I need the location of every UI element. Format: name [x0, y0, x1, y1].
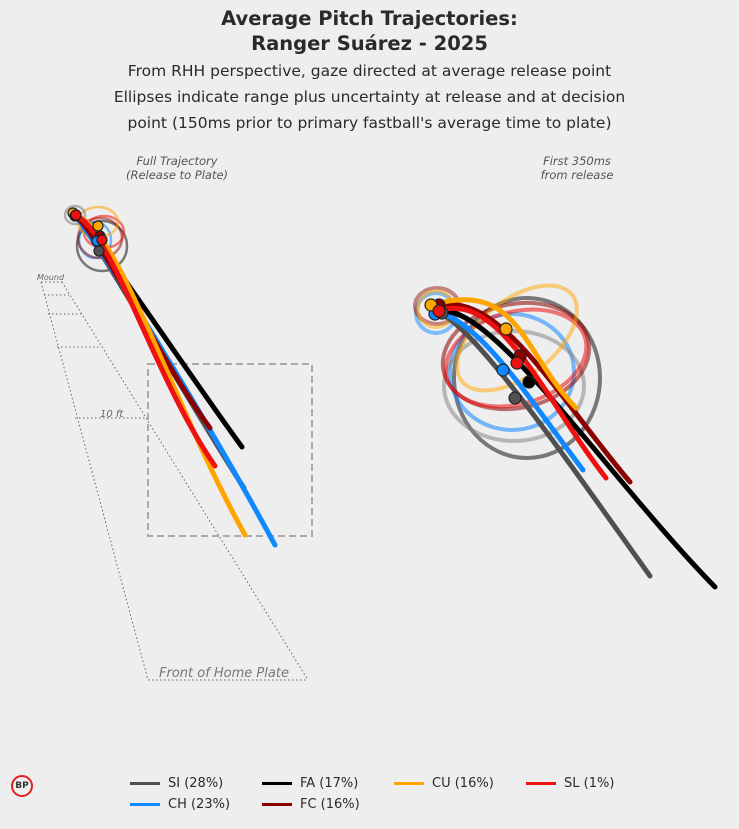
left-panel-title-2: (Release to Plate) — [125, 168, 229, 182]
right-marker-cu — [500, 323, 512, 335]
legend-item-fc — [262, 797, 360, 812]
legend-label-fc: FC (16%) — [300, 797, 360, 812]
left-path-cu — [75, 215, 245, 535]
legend-label-sl: SL (1%) — [564, 776, 615, 791]
right-marker-ch — [497, 364, 509, 376]
left-marker-si — [94, 246, 104, 256]
legend-label-ch: CH (23%) — [168, 797, 231, 812]
right-path-si — [436, 312, 650, 576]
legend-label-cu: CU (16%) — [432, 776, 494, 791]
legend-item-sl — [526, 776, 614, 791]
legend-item-si — [130, 776, 223, 791]
legend-swatch-ch — [130, 803, 160, 806]
legend-swatch-cu — [394, 782, 424, 785]
left-panel-title-1: Full Trajectory — [136, 154, 218, 168]
bp-logo: BP — [11, 775, 33, 797]
legend-label-si: SI (28%) — [168, 776, 224, 791]
right-trajectories — [431, 300, 715, 587]
right-marker-fa — [523, 376, 535, 388]
right-panel-title-1: First 350ms — [543, 154, 611, 168]
chart-title-line2: Ranger Suárez - 2025 — [251, 32, 488, 55]
ten-ft-label: 10 ft — [100, 409, 124, 420]
left-trajectories — [75, 215, 275, 545]
left-marker-release-3 — [71, 210, 81, 220]
right-panel-title-2: from release — [540, 168, 614, 182]
right-marker-si — [509, 392, 521, 404]
legend-swatch-fc — [262, 803, 292, 806]
legend-swatch-fa — [262, 782, 292, 785]
legend-swatch-sl — [526, 782, 556, 785]
left-marker-sl — [97, 235, 107, 245]
subtitle-line2: Ellipses indicate range plus uncertainty at release and at decision — [113, 88, 626, 106]
subtitle-line3: point (150ms prior to primary fastball's average time to plate) — [127, 114, 612, 132]
left-marker-cu — [93, 221, 103, 231]
perspective-guides — [41, 282, 308, 680]
right-marker-release-sl — [433, 305, 445, 317]
legend-item-fa — [262, 776, 358, 791]
legend-label-fa: FA (17%) — [300, 776, 359, 791]
chart-title-line1: Average Pitch Trajectories: — [221, 7, 518, 30]
subtitle-line1: From RHH perspective, gaze directed at average release point — [127, 62, 612, 80]
home-plate-label: Front of Home Plate — [159, 666, 289, 681]
legend-item-cu — [394, 776, 494, 791]
right-marker-sl — [511, 357, 523, 369]
mound-label: Mound — [37, 273, 65, 282]
legend-swatch-si — [130, 782, 160, 785]
legend-item-ch — [130, 797, 230, 812]
